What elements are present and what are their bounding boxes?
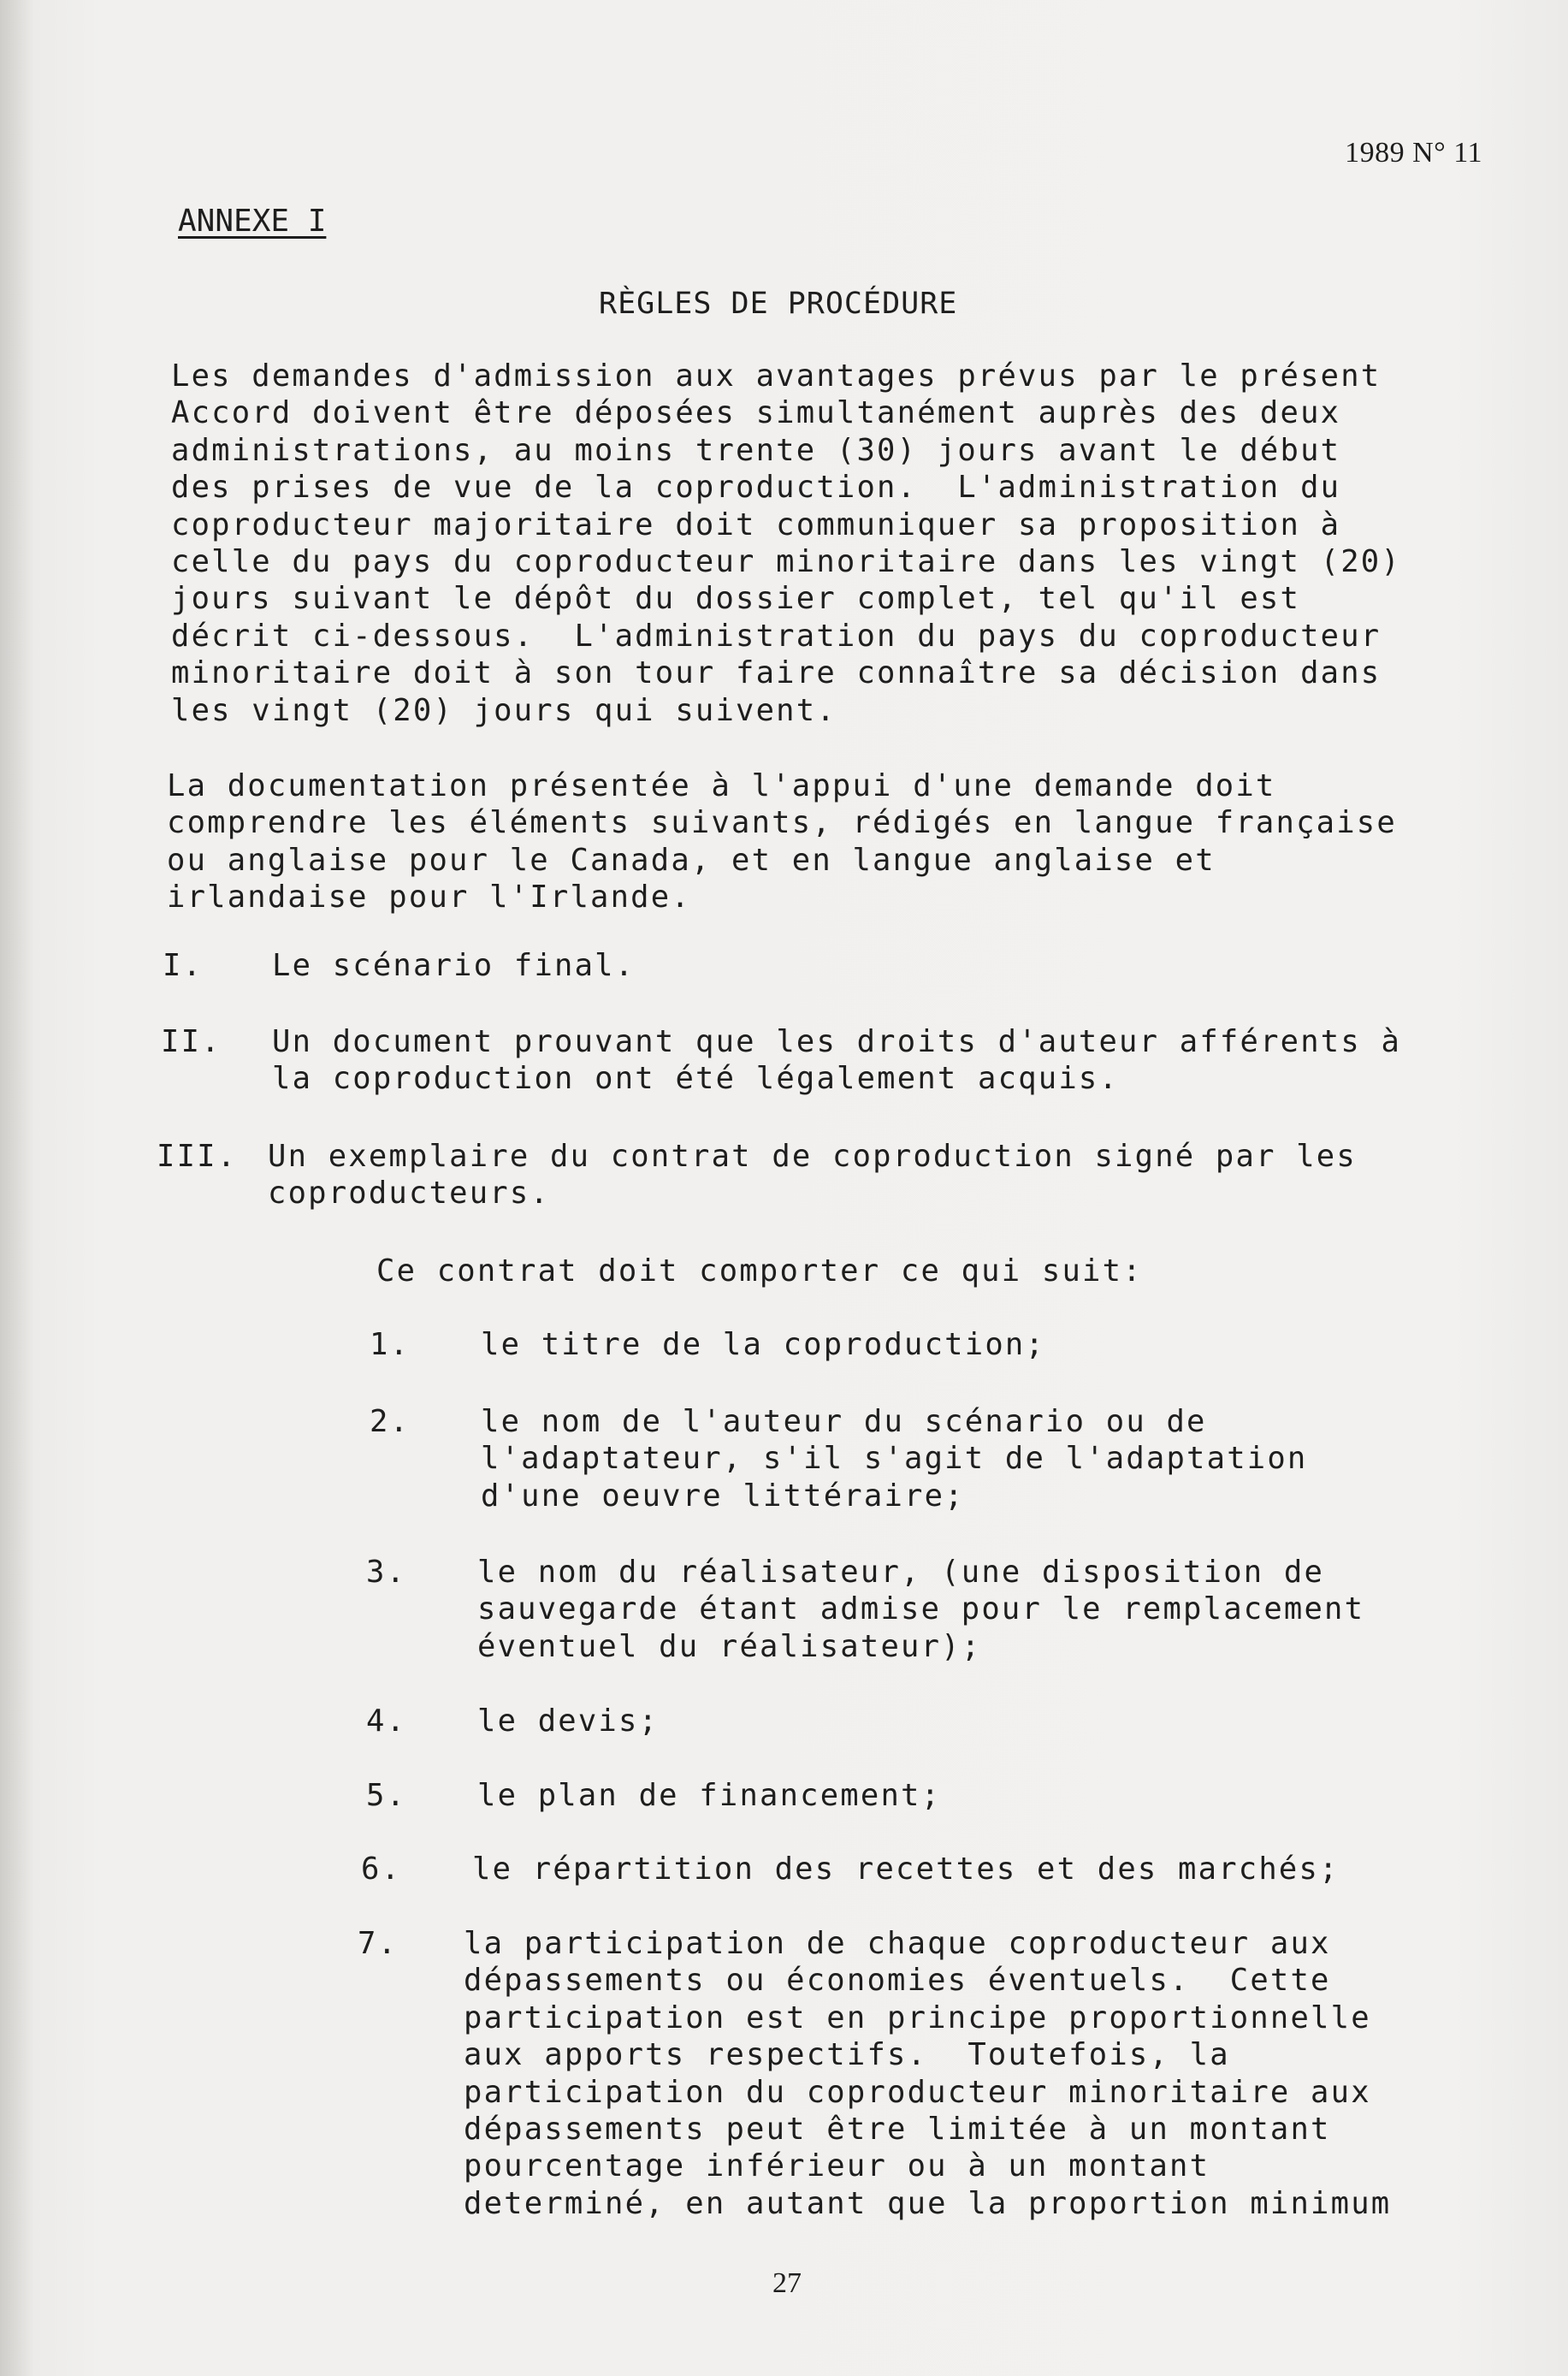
paragraph-documentation: La documentation présentée à l'appui d'une demande doit comprendre les éléments suivants, rédigés en langue française ou anglaise pour le Canada, et en langue anglaise et irlandaise pour l'Irlande. xyxy=(167,768,1397,915)
numbered-item-text: le plan de financement; xyxy=(477,1778,942,1813)
numbered-item-text: le nom du réalisateur, (une disposition de sauvegarde étant admise pour le remplacement éventuel du réalisateur); xyxy=(477,1555,1365,1664)
roman-item-text: Un document prouvant que les droits d'auteur afférents à la coproduction ont été légalement acquis. xyxy=(272,1024,1402,1097)
numbered-item-number: 7. xyxy=(358,1926,399,1961)
contract-intro: Ce contrat doit comporter ce qui suit: xyxy=(376,1253,1143,1289)
numbered-item-number: 1. xyxy=(370,1327,411,1362)
numbered-item-number: 2. xyxy=(370,1404,411,1439)
header-issue-number: 1989 N° 11 xyxy=(1345,137,1482,169)
numbered-item-text: le répartition des recettes et des marchés; xyxy=(472,1852,1340,1887)
numbered-item-text: le nom de l'auteur du scénario ou de l'adaptateur, s'il s'agit de l'adaptation d'une oeuvre littéraire; xyxy=(481,1404,1308,1514)
roman-item-text: Le scénario final. xyxy=(272,948,636,983)
numbered-item-number: 6. xyxy=(361,1852,402,1887)
numbered-item xyxy=(370,1403,1482,1552)
section-title: RÈGLES DE PROCÉDURE xyxy=(599,287,958,321)
roman-item-text: Un exemplaire du contrat de coproduction signé par les coproducteurs. xyxy=(268,1139,1357,1212)
paragraph-procedure: Les demandes d'admission aux avantages prévus par le présent Accord doivent être déposées simultanément auprès des deux administrations, au moins trente (30) jours avant le début des prises de vue de la coproduction. L'administration du coproducteur majoritaire doit communiquer sa proposition à celle du pays du coproducteur minoritaire dans les vingt (20) jours suivant le dépôt du dossier complet, tel qu'il est décrit ci-dessous. L'administration du pays du coproducteur minoritaire doit à son tour faire connaître sa décision dans les vingt (20) jours qui suivent. xyxy=(171,358,1401,728)
numbered-item xyxy=(358,1925,1512,2221)
numbered-item-number: 5. xyxy=(366,1778,407,1813)
roman-item-number: II. xyxy=(161,1024,222,1059)
numbered-item-number: 4. xyxy=(366,1703,407,1739)
numbered-item-number: 3. xyxy=(366,1555,407,1590)
roman-item-number: III. xyxy=(157,1139,238,1174)
annex-label: ANNEXE I xyxy=(178,204,327,239)
numbered-item xyxy=(366,1554,1478,1703)
page-number: 27 xyxy=(772,2267,802,2299)
roman-item-number: I. xyxy=(163,948,204,983)
bleed-through-shadow xyxy=(257,231,1454,265)
numbered-item-text: le titre de la coproduction; xyxy=(481,1327,1046,1362)
numbered-item-text: la participation de chaque coproducteur aux dépassements ou économies éventuels. Cette participation est en principe proportionnelle aux apports respectifs. Toutefois, la participation du coproducteur minoritaire aux dépassements peut être limitée à un montant pourcentage inférieur ou à un montant determiné, en autant que la proportion minimum xyxy=(464,1926,1392,2221)
numbered-item-text: le devis; xyxy=(477,1703,660,1739)
